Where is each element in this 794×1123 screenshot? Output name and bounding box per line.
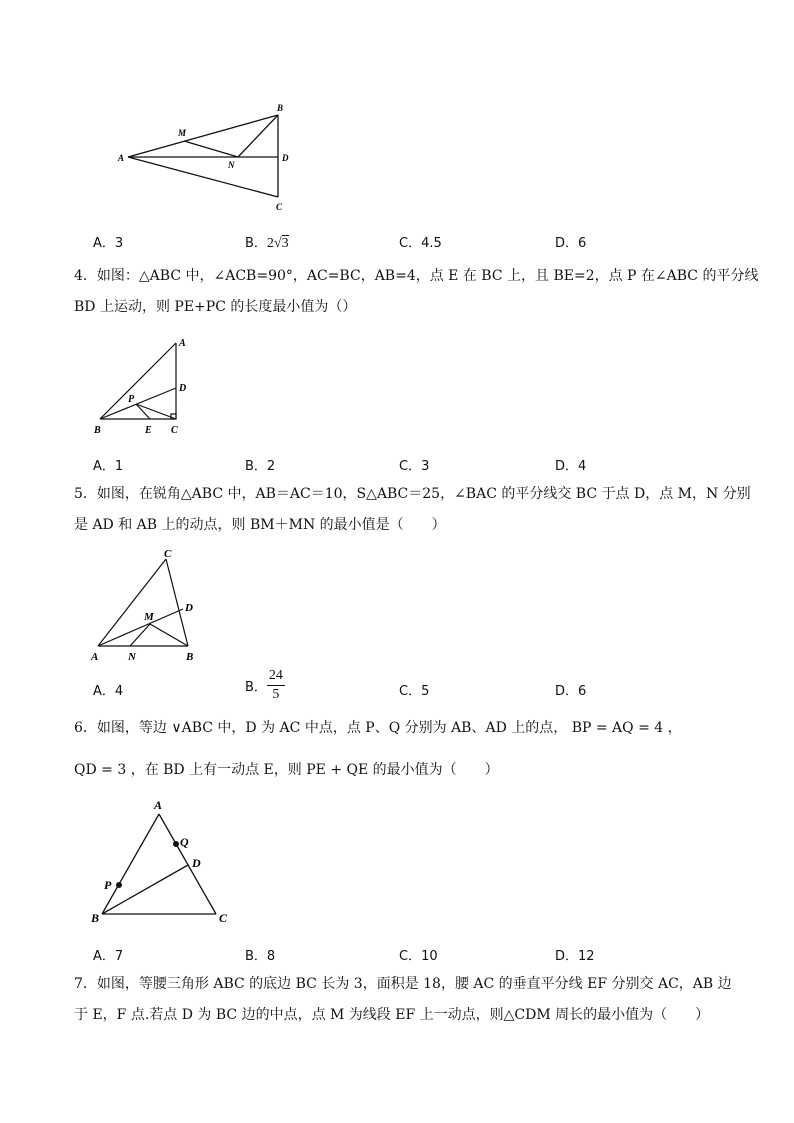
q6-point-q — [173, 841, 179, 847]
q5-label-m: M — [144, 611, 154, 623]
q3-label-n: N — [228, 160, 235, 170]
q6-label-d: D — [192, 856, 201, 870]
q3-option-a[interactable]: A．3 — [93, 236, 124, 251]
q6-stem-line2: QD = 3 ，在 BD 上有一动点 E，则 PE + QE 的最小值为（ ） — [74, 762, 499, 778]
q6-option-d[interactable]: D．12 — [555, 949, 595, 964]
q6-point-p — [116, 882, 122, 888]
q3-label-b: B — [277, 103, 284, 113]
q5-label-d: D — [185, 602, 193, 614]
q4-stem-line1: 4．如图：△ABC 中，∠ACB=90°，AC=BC，AB=4，点 E 在 BC 上，且 BE=2，点 P 在∠ABC 的平分线 — [74, 268, 759, 284]
q6-label-b: B — [91, 911, 100, 925]
q5-option-b-denominator: 5 — [272, 687, 280, 702]
q5-figure — [88, 545, 208, 667]
q7-stem-line2: 于 E，F 点.若点 D 为 BC 边的中点，点 M 为线段 EF 上一动点，则△CDM 周长的最小值为（ ） — [74, 1007, 710, 1023]
q4-label-c: C — [171, 425, 178, 436]
q6-stem-line1: 6．如图，等边 ∨ABC 中，D 为 AC 中点，点 P、Q 分别为 AB、AD 上的点， BP = AQ = 4 ， — [74, 720, 682, 736]
q4-label-a: A — [179, 338, 186, 349]
q3-label-c: C — [276, 202, 283, 212]
q6-label-q: Q — [180, 835, 189, 849]
q5-label-a: A — [91, 651, 99, 663]
q4-label-e: E — [145, 425, 152, 436]
q5-option-d[interactable]: D．6 — [555, 684, 587, 699]
q5-label-c: C — [164, 548, 172, 560]
q5-stem-line2: 是 AD 和 AB 上的动点，则 BM＋MN 的最小值是（ ） — [74, 517, 446, 533]
q4-option-d[interactable]: D．4 — [555, 459, 587, 474]
q4-label-p: P — [128, 394, 135, 405]
q5-option-b-fraction — [267, 667, 285, 704]
q3-label-d: D — [282, 153, 289, 163]
q3-option-c[interactable]: C．4.5 — [399, 236, 442, 251]
q3-option-d[interactable]: D．6 — [555, 236, 587, 251]
q3-option-b-radicand: 3 — [281, 236, 289, 251]
q5-stem-line1: 5．如图，在锐角△ABC 中，AB＝AC＝10，S△ABC＝25，∠BAC 的平分线交 BC 于点 D，点 M，N 分别 — [74, 486, 751, 502]
q6-option-b[interactable]: B．8 — [245, 949, 276, 964]
q6-label-c: C — [219, 911, 228, 925]
q3-figure — [100, 95, 300, 215]
q7-stem-line1: 7．如图，等腰三角形 ABC 的底边 BC 长为 3，面积是 18，腰 AC 的垂直平分线 EF 分别交 AC，AB 边 — [74, 976, 732, 992]
q6-label-p: P — [104, 878, 112, 892]
q3-option-b-prefix: B． — [245, 236, 267, 251]
q3-option-b[interactable] — [245, 232, 289, 252]
q4-label-b: B — [94, 425, 101, 436]
q5-label-n: N — [128, 651, 136, 663]
q5-option-b-numerator: 24 — [267, 667, 285, 686]
q4-option-c[interactable]: C．3 — [399, 459, 430, 474]
q5-option-b[interactable] — [245, 667, 285, 704]
q6-option-c[interactable]: C．10 — [399, 949, 438, 964]
q6-label-a: A — [154, 798, 163, 812]
q5-option-b-prefix: B． — [245, 680, 267, 695]
q4-label-d: D — [179, 383, 187, 394]
q4-option-b[interactable]: B．2 — [245, 459, 276, 474]
q6-option-a[interactable]: A．7 — [93, 949, 124, 964]
q4-figure — [88, 333, 198, 438]
q6-figure — [88, 796, 238, 931]
q4-stem-line2: BD 上运动，则 PE+PC 的长度最小值为（） — [74, 299, 357, 315]
q3-option-b-value: 2 — [266, 236, 274, 251]
q5-option-c[interactable]: C．5 — [399, 684, 430, 699]
q4-option-a[interactable]: A．1 — [93, 459, 124, 474]
q5-option-a[interactable]: A．4 — [93, 684, 124, 699]
sqrt-icon: √ — [273, 236, 282, 251]
q3-label-m: M — [178, 128, 187, 138]
q3-label-a: A — [118, 153, 125, 163]
q5-label-b: B — [186, 651, 194, 663]
